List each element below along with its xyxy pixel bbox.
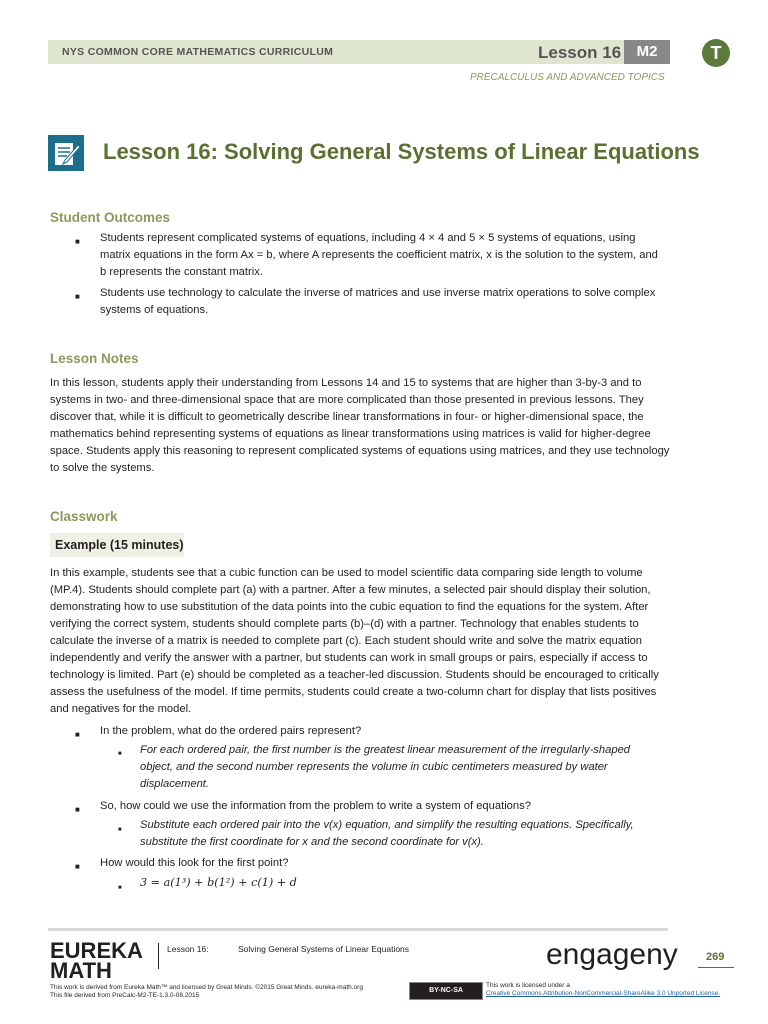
teacher-badge: T [702, 39, 730, 67]
answer-item: Substitute each ordered pair into the v(x) equation, and simplify the resulting equations. Specifically, substitute the first coordinate for x and the second coordinate for v(x). [140, 819, 634, 848]
bullet-icon: ■ [75, 730, 80, 739]
footer-separator [158, 943, 159, 969]
sub-bullet-icon: ■ [118, 751, 122, 757]
footer-lesson: Lesson 16: [167, 944, 209, 954]
bullet-icon: ■ [75, 292, 80, 301]
classwork-heading: Classwork [50, 509, 118, 524]
answer-item: 3 = a(1³) + b(1²) + c(1) + d [140, 876, 297, 889]
page-number-underline [698, 967, 734, 968]
sub-bullet-icon: ■ [118, 885, 122, 891]
lesson-notes-text: In this lesson, students apply their understanding from Lessons 14 and 15 to systems that are higher than 3-by-3 and to systems in two- and three-dimensional space that are more complicated than those presented in previous lessons. They discover that, while it is difficult to geometrically describe linear transformations in four- or higher-dimensional space, the mathematics behind representing systems of equations as linear transformations using matrices is valid for higher-degree space. Students apply this reasoning to represent complicated systems of equations using matrices, and they use technology to solve the systems. [50, 377, 670, 474]
footer-divider [48, 928, 668, 931]
engageny-logo: engageny [546, 938, 678, 971]
sub-bullet-icon: ■ [118, 827, 122, 833]
course-label: PRECALCULUS AND ADVANCED TOPICS [470, 72, 665, 83]
bullet-icon: ■ [75, 237, 80, 246]
notebook-pencil-icon [48, 135, 84, 171]
question-item: In the problem, what do the ordered pairs represent? [100, 725, 362, 737]
module-badge: M2 [624, 40, 670, 64]
lesson-number: Lesson 16 [538, 43, 622, 62]
eureka-math-logo: EUREKA MATH [50, 938, 143, 983]
student-outcomes-heading: Student Outcomes [50, 210, 171, 225]
license-link[interactable]: Creative Commons Attribution-NonCommercial-ShareAlike 3.0 Unported License. [486, 990, 721, 997]
curriculum-label: NYS COMMON CORE MATHEMATICS CURRICULUM [62, 46, 334, 58]
page-title: Lesson 16: Solving General Systems of Linear Equations [103, 139, 700, 164]
question-item: How would this look for the first point? [100, 857, 289, 869]
classwork-text: In this example, students see that a cubic function can be used to model scientific data comparing side length to volume (MP.4). Students should complete part (a) with a partner. After a few minutes, a selected pair should display their solution, demonstrating how to use substitution of the data points into the cubic equation to find the equations for the system. After verifying the correct system, students should complete parts (b)–(d) with a partner. Technology that enables students to calculate the inverse of a matrix is needed to complete part (c). Each student should write and solve the matrix equation independently and verify the answer with a partner, but students can work in small groups or pairs, especially if access to technology is limited. Part (e) should be completed as a teacher-led discussion. Students should be encouraged to critically assess the usefulness of the model. If time permits, students could create a two-column chart for display that lists positives and negatives for the model. [50, 567, 659, 715]
credit-file-line: This file derived from PreCalc-M2-TE-1.3.0-08.2015 [50, 992, 200, 999]
answer-item: For each ordered pair, the first number is the greatest linear measurement of the irregularly-shaped object, and the second number represents the volume in cubic centimeters measured by water displacement. [140, 744, 631, 790]
outcome-item: Students represent complicated systems of equations, including 4 × 4 and 5 × 5 systems of equations, using matrix equations in the form Ax = b, where A represents the coefficient matrix, x is the solution to the system, and b represents the constant matrix. [100, 232, 658, 278]
license-text: This work is licensed under a [486, 982, 570, 989]
bullet-icon: ■ [75, 805, 80, 814]
cc-license-badge: BY-NC-SA [409, 982, 483, 1000]
example-label: Example (15 minutes) [55, 538, 184, 552]
question-item: So, how could we use the information from the problem to write a system of equations? [100, 800, 531, 812]
lesson-notes-heading: Lesson Notes [50, 351, 139, 366]
credit-line: This work is derived from Eureka Math™ and licensed by Great Minds. ©2015 Great Minds. eureka-math.org [50, 984, 363, 991]
bullet-icon: ■ [75, 862, 80, 871]
outcome-item: Students use technology to calculate the inverse of matrices and use inverse matrix operations to solve complex systems of equations. [100, 287, 656, 316]
page-number: 269 [706, 951, 725, 963]
footer-lesson-title: Solving General Systems of Linear Equations [238, 944, 410, 954]
